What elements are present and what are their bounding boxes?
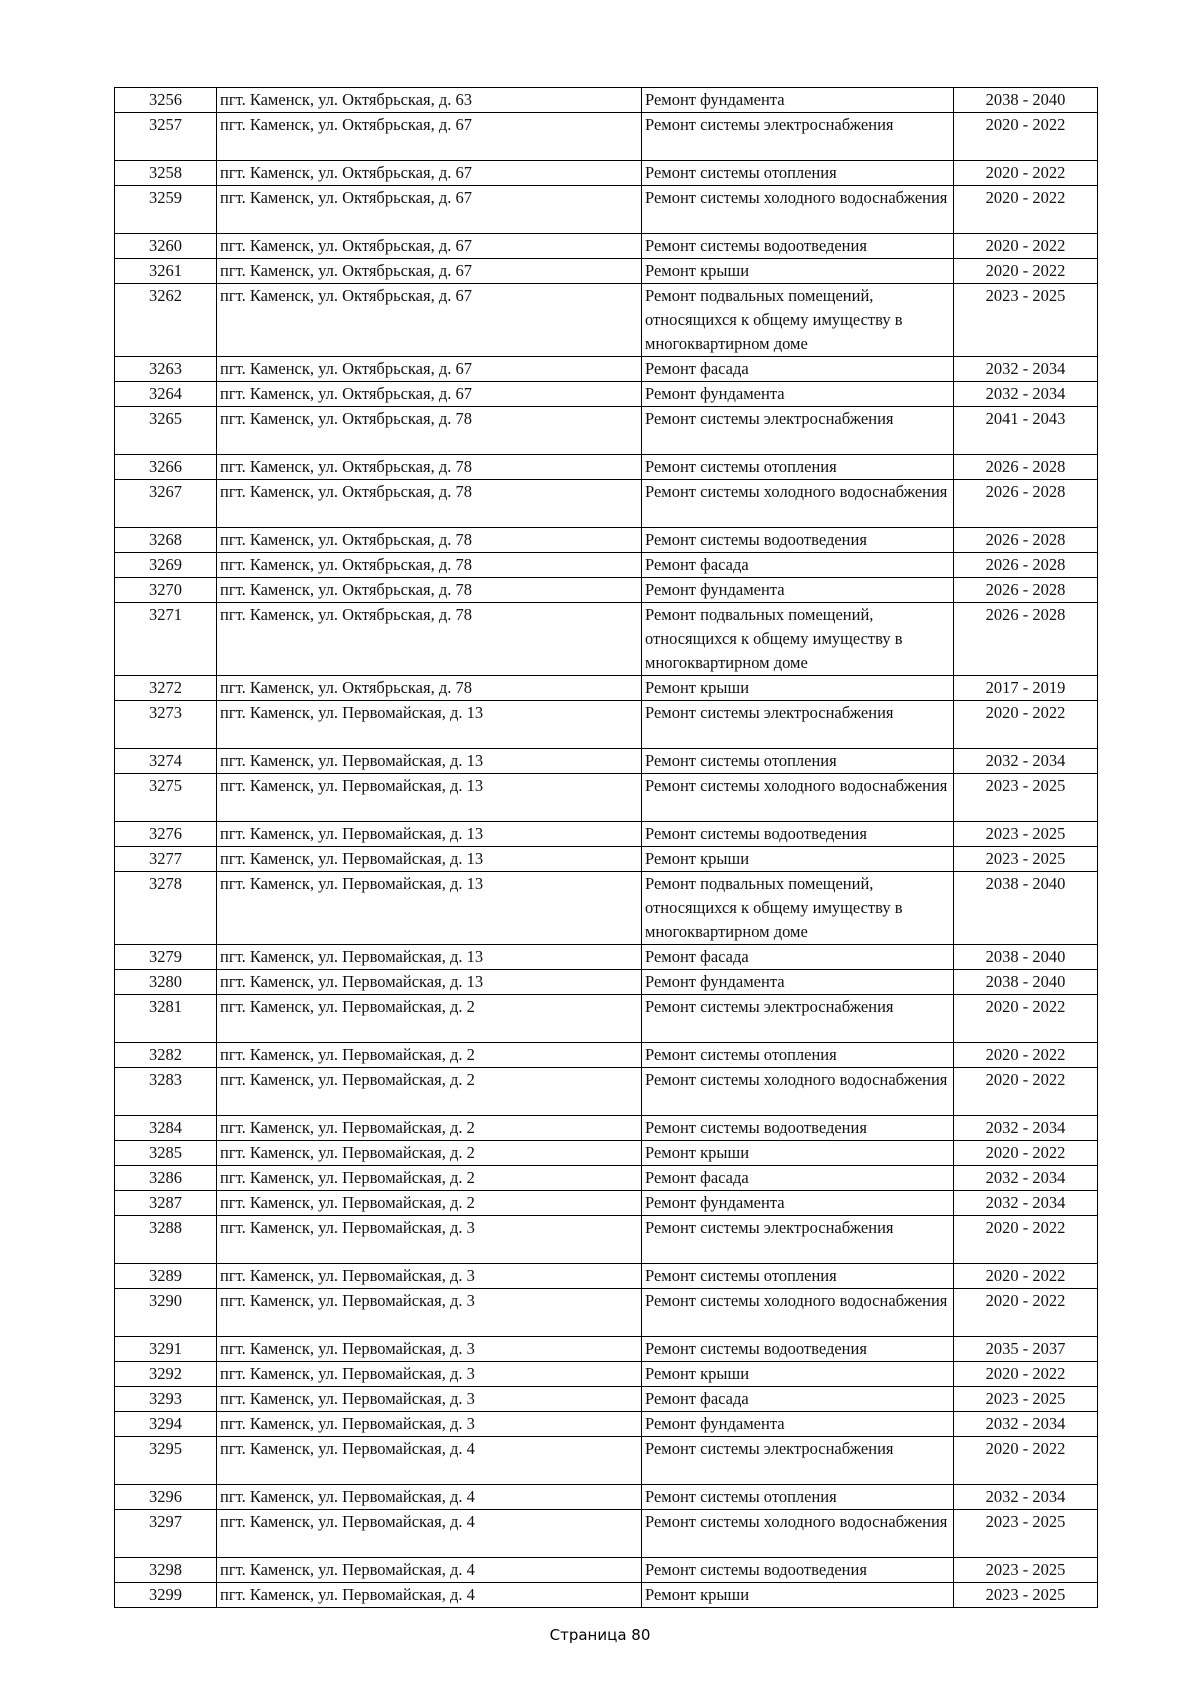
row-number: 3260 [115, 234, 217, 259]
period-cell: 2035 - 2037 [954, 1337, 1098, 1362]
table-row [115, 1068, 1098, 1116]
work-type-cell: Ремонт системы электроснабжения [642, 995, 954, 1043]
table-row [115, 1437, 1098, 1485]
address-cell: пгт. Каменск, ул. Первомайская, д. 4 [217, 1510, 642, 1558]
period-cell: 2038 - 2040 [954, 945, 1098, 970]
repair-schedule-table [114, 87, 1098, 1608]
address-cell: пгт. Каменск, ул. Первомайская, д. 3 [217, 1216, 642, 1264]
table-row [115, 603, 1098, 676]
table-row [115, 774, 1098, 822]
work-type-cell: Ремонт системы холодного водоснабжения [642, 1289, 954, 1337]
work-type-cell: Ремонт фасада [642, 945, 954, 970]
row-number: 3281 [115, 995, 217, 1043]
row-number: 3257 [115, 113, 217, 161]
period-cell: 2026 - 2028 [954, 455, 1098, 480]
work-type-cell: Ремонт системы водоотведения [642, 1558, 954, 1583]
table-row [115, 676, 1098, 701]
table-row [115, 1166, 1098, 1191]
period-cell: 2020 - 2022 [954, 1216, 1098, 1264]
address-cell: пгт. Каменск, ул. Первомайская, д. 3 [217, 1337, 642, 1362]
period-cell: 2023 - 2025 [954, 284, 1098, 357]
address-cell: пгт. Каменск, ул. Первомайская, д. 13 [217, 847, 642, 872]
table-row [115, 1583, 1098, 1608]
period-cell: 2020 - 2022 [954, 1043, 1098, 1068]
row-number: 3280 [115, 970, 217, 995]
period-cell: 2020 - 2022 [954, 186, 1098, 234]
table-row [115, 1510, 1098, 1558]
table-row [115, 701, 1098, 749]
address-cell: пгт. Каменск, ул. Первомайская, д. 2 [217, 1068, 642, 1116]
table-row [115, 1141, 1098, 1166]
address-cell: пгт. Каменск, ул. Октябрьская, д. 67 [217, 284, 642, 357]
table-row [115, 1289, 1098, 1337]
address-cell: пгт. Каменск, ул. Первомайская, д. 2 [217, 1166, 642, 1191]
work-type-cell: Ремонт системы отопления [642, 1043, 954, 1068]
period-cell: 2020 - 2022 [954, 701, 1098, 749]
period-cell: 2020 - 2022 [954, 1437, 1098, 1485]
row-number: 3287 [115, 1191, 217, 1216]
period-cell: 2020 - 2022 [954, 1068, 1098, 1116]
address-cell: пгт. Каменск, ул. Октябрьская, д. 67 [217, 113, 642, 161]
row-number: 3265 [115, 407, 217, 455]
work-type-cell: Ремонт системы холодного водоснабжения [642, 774, 954, 822]
work-type-cell: Ремонт крыши [642, 847, 954, 872]
table-row [115, 945, 1098, 970]
address-cell: пгт. Каменск, ул. Октябрьская, д. 67 [217, 259, 642, 284]
row-number: 3285 [115, 1141, 217, 1166]
period-cell: 2026 - 2028 [954, 553, 1098, 578]
address-cell: пгт. Каменск, ул. Октябрьская, д. 78 [217, 553, 642, 578]
period-cell: 2038 - 2040 [954, 872, 1098, 945]
address-cell: пгт. Каменск, ул. Первомайская, д. 4 [217, 1558, 642, 1583]
work-type-cell: Ремонт крыши [642, 259, 954, 284]
period-cell: 2032 - 2034 [954, 1116, 1098, 1141]
table-row [115, 407, 1098, 455]
work-type-cell: Ремонт крыши [642, 1362, 954, 1387]
work-type-cell: Ремонт крыши [642, 676, 954, 701]
work-type-cell: Ремонт системы отопления [642, 1264, 954, 1289]
period-cell: 2032 - 2034 [954, 749, 1098, 774]
address-cell: пгт. Каменск, ул. Первомайская, д. 3 [217, 1362, 642, 1387]
row-number: 3283 [115, 1068, 217, 1116]
row-number: 3284 [115, 1116, 217, 1141]
work-type-cell: Ремонт системы водоотведения [642, 1116, 954, 1141]
period-cell: 2038 - 2040 [954, 970, 1098, 995]
work-type-cell: Ремонт системы холодного водоснабжения [642, 1068, 954, 1116]
table-row [115, 357, 1098, 382]
table-body [115, 88, 1098, 1608]
period-cell: 2023 - 2025 [954, 1558, 1098, 1583]
address-cell: пгт. Каменск, ул. Октябрьская, д. 78 [217, 407, 642, 455]
row-number: 3297 [115, 1510, 217, 1558]
table-row [115, 284, 1098, 357]
table-row [115, 382, 1098, 407]
period-cell: 2020 - 2022 [954, 113, 1098, 161]
address-cell: пгт. Каменск, ул. Октябрьская, д. 67 [217, 357, 642, 382]
period-cell: 2023 - 2025 [954, 1387, 1098, 1412]
row-number: 3258 [115, 161, 217, 186]
address-cell: пгт. Каменск, ул. Октябрьская, д. 78 [217, 603, 642, 676]
address-cell: пгт. Каменск, ул. Первомайская, д. 13 [217, 970, 642, 995]
row-number: 3271 [115, 603, 217, 676]
period-cell: 2023 - 2025 [954, 1583, 1098, 1608]
table-row [115, 995, 1098, 1043]
period-cell: 2026 - 2028 [954, 603, 1098, 676]
address-cell: пгт. Каменск, ул. Октябрьская, д. 67 [217, 186, 642, 234]
row-number: 3268 [115, 528, 217, 553]
work-type-cell: Ремонт системы электроснабжения [642, 701, 954, 749]
table-row [115, 1216, 1098, 1264]
address-cell: пгт. Каменск, ул. Первомайская, д. 3 [217, 1289, 642, 1337]
period-cell: 2020 - 2022 [954, 234, 1098, 259]
table-row [115, 455, 1098, 480]
period-cell: 2020 - 2022 [954, 1141, 1098, 1166]
work-type-cell: Ремонт подвальных помещений, относящихся к общему имуществу в многоквартирном доме [642, 603, 954, 676]
page-number: Страница 80 [549, 1626, 651, 1644]
period-cell: 2023 - 2025 [954, 1510, 1098, 1558]
period-cell: 2041 - 2043 [954, 407, 1098, 455]
row-number: 3279 [115, 945, 217, 970]
address-cell: пгт. Каменск, ул. Первомайская, д. 2 [217, 1043, 642, 1068]
row-number: 3296 [115, 1485, 217, 1510]
work-type-cell: Ремонт системы отопления [642, 161, 954, 186]
table-row [115, 970, 1098, 995]
work-type-cell: Ремонт фундамента [642, 1412, 954, 1437]
period-cell: 2020 - 2022 [954, 161, 1098, 186]
table-row [115, 1485, 1098, 1510]
address-cell: пгт. Каменск, ул. Октябрьская, д. 67 [217, 234, 642, 259]
address-cell: пгт. Каменск, ул. Первомайская, д. 2 [217, 1141, 642, 1166]
table-row [115, 1116, 1098, 1141]
work-type-cell: Ремонт фасада [642, 553, 954, 578]
table-row [115, 1337, 1098, 1362]
work-type-cell: Ремонт подвальных помещений, относящихся к общему имуществу в многоквартирном доме [642, 284, 954, 357]
period-cell: 2032 - 2034 [954, 357, 1098, 382]
period-cell: 2020 - 2022 [954, 1264, 1098, 1289]
table-row [115, 234, 1098, 259]
table-row [115, 259, 1098, 284]
row-number: 3269 [115, 553, 217, 578]
row-number: 3270 [115, 578, 217, 603]
work-type-cell: Ремонт фундамента [642, 1191, 954, 1216]
period-cell: 2032 - 2034 [954, 1191, 1098, 1216]
period-cell: 2017 - 2019 [954, 676, 1098, 701]
work-type-cell: Ремонт системы электроснабжения [642, 113, 954, 161]
table-row [115, 113, 1098, 161]
row-number: 3277 [115, 847, 217, 872]
row-number: 3263 [115, 357, 217, 382]
table-row [115, 553, 1098, 578]
address-cell: пгт. Каменск, ул. Октябрьская, д. 78 [217, 528, 642, 553]
table-row [115, 578, 1098, 603]
period-cell: 2032 - 2034 [954, 1166, 1098, 1191]
address-cell: пгт. Каменск, ул. Первомайская, д. 2 [217, 1116, 642, 1141]
work-type-cell: Ремонт фасада [642, 1166, 954, 1191]
table-row [115, 1362, 1098, 1387]
address-cell: пгт. Каменск, ул. Первомайская, д. 4 [217, 1583, 642, 1608]
work-type-cell: Ремонт системы отопления [642, 455, 954, 480]
work-type-cell: Ремонт системы отопления [642, 749, 954, 774]
address-cell: пгт. Каменск, ул. Октябрьская, д. 67 [217, 382, 642, 407]
row-number: 3299 [115, 1583, 217, 1608]
address-cell: пгт. Каменск, ул. Октябрьская, д. 78 [217, 480, 642, 528]
work-type-cell: Ремонт системы холодного водоснабжения [642, 186, 954, 234]
row-number: 3290 [115, 1289, 217, 1337]
address-cell: пгт. Каменск, ул. Октябрьская, д. 78 [217, 578, 642, 603]
row-number: 3294 [115, 1412, 217, 1437]
table-row [115, 1387, 1098, 1412]
row-number: 3274 [115, 749, 217, 774]
row-number: 3276 [115, 822, 217, 847]
address-cell: пгт. Каменск, ул. Первомайская, д. 4 [217, 1485, 642, 1510]
work-type-cell: Ремонт фасада [642, 1387, 954, 1412]
work-type-cell: Ремонт системы электроснабжения [642, 1216, 954, 1264]
address-cell: пгт. Каменск, ул. Первомайская, д. 13 [217, 945, 642, 970]
work-type-cell: Ремонт фундамента [642, 382, 954, 407]
table-row [115, 872, 1098, 945]
table-row [115, 1264, 1098, 1289]
period-cell: 2032 - 2034 [954, 382, 1098, 407]
work-type-cell: Ремонт системы электроснабжения [642, 1437, 954, 1485]
period-cell: 2020 - 2022 [954, 995, 1098, 1043]
row-number: 3256 [115, 88, 217, 113]
row-number: 3266 [115, 455, 217, 480]
row-number: 3272 [115, 676, 217, 701]
table-row [115, 1558, 1098, 1583]
row-number: 3298 [115, 1558, 217, 1583]
row-number: 3288 [115, 1216, 217, 1264]
work-type-cell: Ремонт системы холодного водоснабжения [642, 1510, 954, 1558]
address-cell: пгт. Каменск, ул. Первомайская, д. 13 [217, 701, 642, 749]
work-type-cell: Ремонт системы водоотведения [642, 822, 954, 847]
period-cell: 2038 - 2040 [954, 88, 1098, 113]
period-cell: 2026 - 2028 [954, 528, 1098, 553]
table-row [115, 161, 1098, 186]
address-cell: пгт. Каменск, ул. Октябрьская, д. 63 [217, 88, 642, 113]
work-type-cell: Ремонт фундамента [642, 88, 954, 113]
work-type-cell: Ремонт системы электроснабжения [642, 407, 954, 455]
address-cell: пгт. Каменск, ул. Первомайская, д. 13 [217, 872, 642, 945]
work-type-cell: Ремонт системы водоотведения [642, 234, 954, 259]
work-type-cell: Ремонт крыши [642, 1583, 954, 1608]
address-cell: пгт. Каменск, ул. Октябрьская, д. 78 [217, 455, 642, 480]
work-type-cell: Ремонт системы водоотведения [642, 1337, 954, 1362]
row-number: 3262 [115, 284, 217, 357]
row-number: 3275 [115, 774, 217, 822]
table-row [115, 186, 1098, 234]
period-cell: 2020 - 2022 [954, 1362, 1098, 1387]
period-cell: 2020 - 2022 [954, 259, 1098, 284]
work-type-cell: Ремонт системы холодного водоснабжения [642, 480, 954, 528]
address-cell: пгт. Каменск, ул. Первомайская, д. 2 [217, 1191, 642, 1216]
table-row [115, 480, 1098, 528]
row-number: 3278 [115, 872, 217, 945]
table-row [115, 847, 1098, 872]
work-type-cell: Ремонт фундамента [642, 970, 954, 995]
address-cell: пгт. Каменск, ул. Октябрьская, д. 67 [217, 161, 642, 186]
work-type-cell: Ремонт системы водоотведения [642, 528, 954, 553]
row-number: 3293 [115, 1387, 217, 1412]
row-number: 3264 [115, 382, 217, 407]
table-row [115, 822, 1098, 847]
work-type-cell: Ремонт подвальных помещений, относящихся к общему имуществу в многоквартирном доме [642, 872, 954, 945]
row-number: 3267 [115, 480, 217, 528]
row-number: 3286 [115, 1166, 217, 1191]
work-type-cell: Ремонт фасада [642, 357, 954, 382]
address-cell: пгт. Каменск, ул. Первомайская, д. 13 [217, 822, 642, 847]
period-cell: 2032 - 2034 [954, 1485, 1098, 1510]
address-cell: пгт. Каменск, ул. Первомайская, д. 2 [217, 995, 642, 1043]
table-row [115, 528, 1098, 553]
period-cell: 2026 - 2028 [954, 480, 1098, 528]
row-number: 3292 [115, 1362, 217, 1387]
table-row [115, 1043, 1098, 1068]
address-cell: пгт. Каменск, ул. Первомайская, д. 3 [217, 1412, 642, 1437]
period-cell: 2023 - 2025 [954, 847, 1098, 872]
address-cell: пгт. Каменск, ул. Октябрьская, д. 78 [217, 676, 642, 701]
address-cell: пгт. Каменск, ул. Первомайская, д. 4 [217, 1437, 642, 1485]
table-row [115, 1191, 1098, 1216]
row-number: 3261 [115, 259, 217, 284]
period-cell: 2020 - 2022 [954, 1289, 1098, 1337]
row-number: 3295 [115, 1437, 217, 1485]
address-cell: пгт. Каменск, ул. Первомайская, д. 3 [217, 1264, 642, 1289]
row-number: 3291 [115, 1337, 217, 1362]
table-row [115, 88, 1098, 113]
period-cell: 2026 - 2028 [954, 578, 1098, 603]
row-number: 3282 [115, 1043, 217, 1068]
work-type-cell: Ремонт крыши [642, 1141, 954, 1166]
table-row [115, 1412, 1098, 1437]
row-number: 3273 [115, 701, 217, 749]
row-number: 3259 [115, 186, 217, 234]
work-type-cell: Ремонт системы отопления [642, 1485, 954, 1510]
address-cell: пгт. Каменск, ул. Первомайская, д. 3 [217, 1387, 642, 1412]
address-cell: пгт. Каменск, ул. Первомайская, д. 13 [217, 774, 642, 822]
period-cell: 2023 - 2025 [954, 822, 1098, 847]
table-row [115, 749, 1098, 774]
address-cell: пгт. Каменск, ул. Первомайская, д. 13 [217, 749, 642, 774]
period-cell: 2032 - 2034 [954, 1412, 1098, 1437]
work-type-cell: Ремонт фундамента [642, 578, 954, 603]
period-cell: 2023 - 2025 [954, 774, 1098, 822]
row-number: 3289 [115, 1264, 217, 1289]
